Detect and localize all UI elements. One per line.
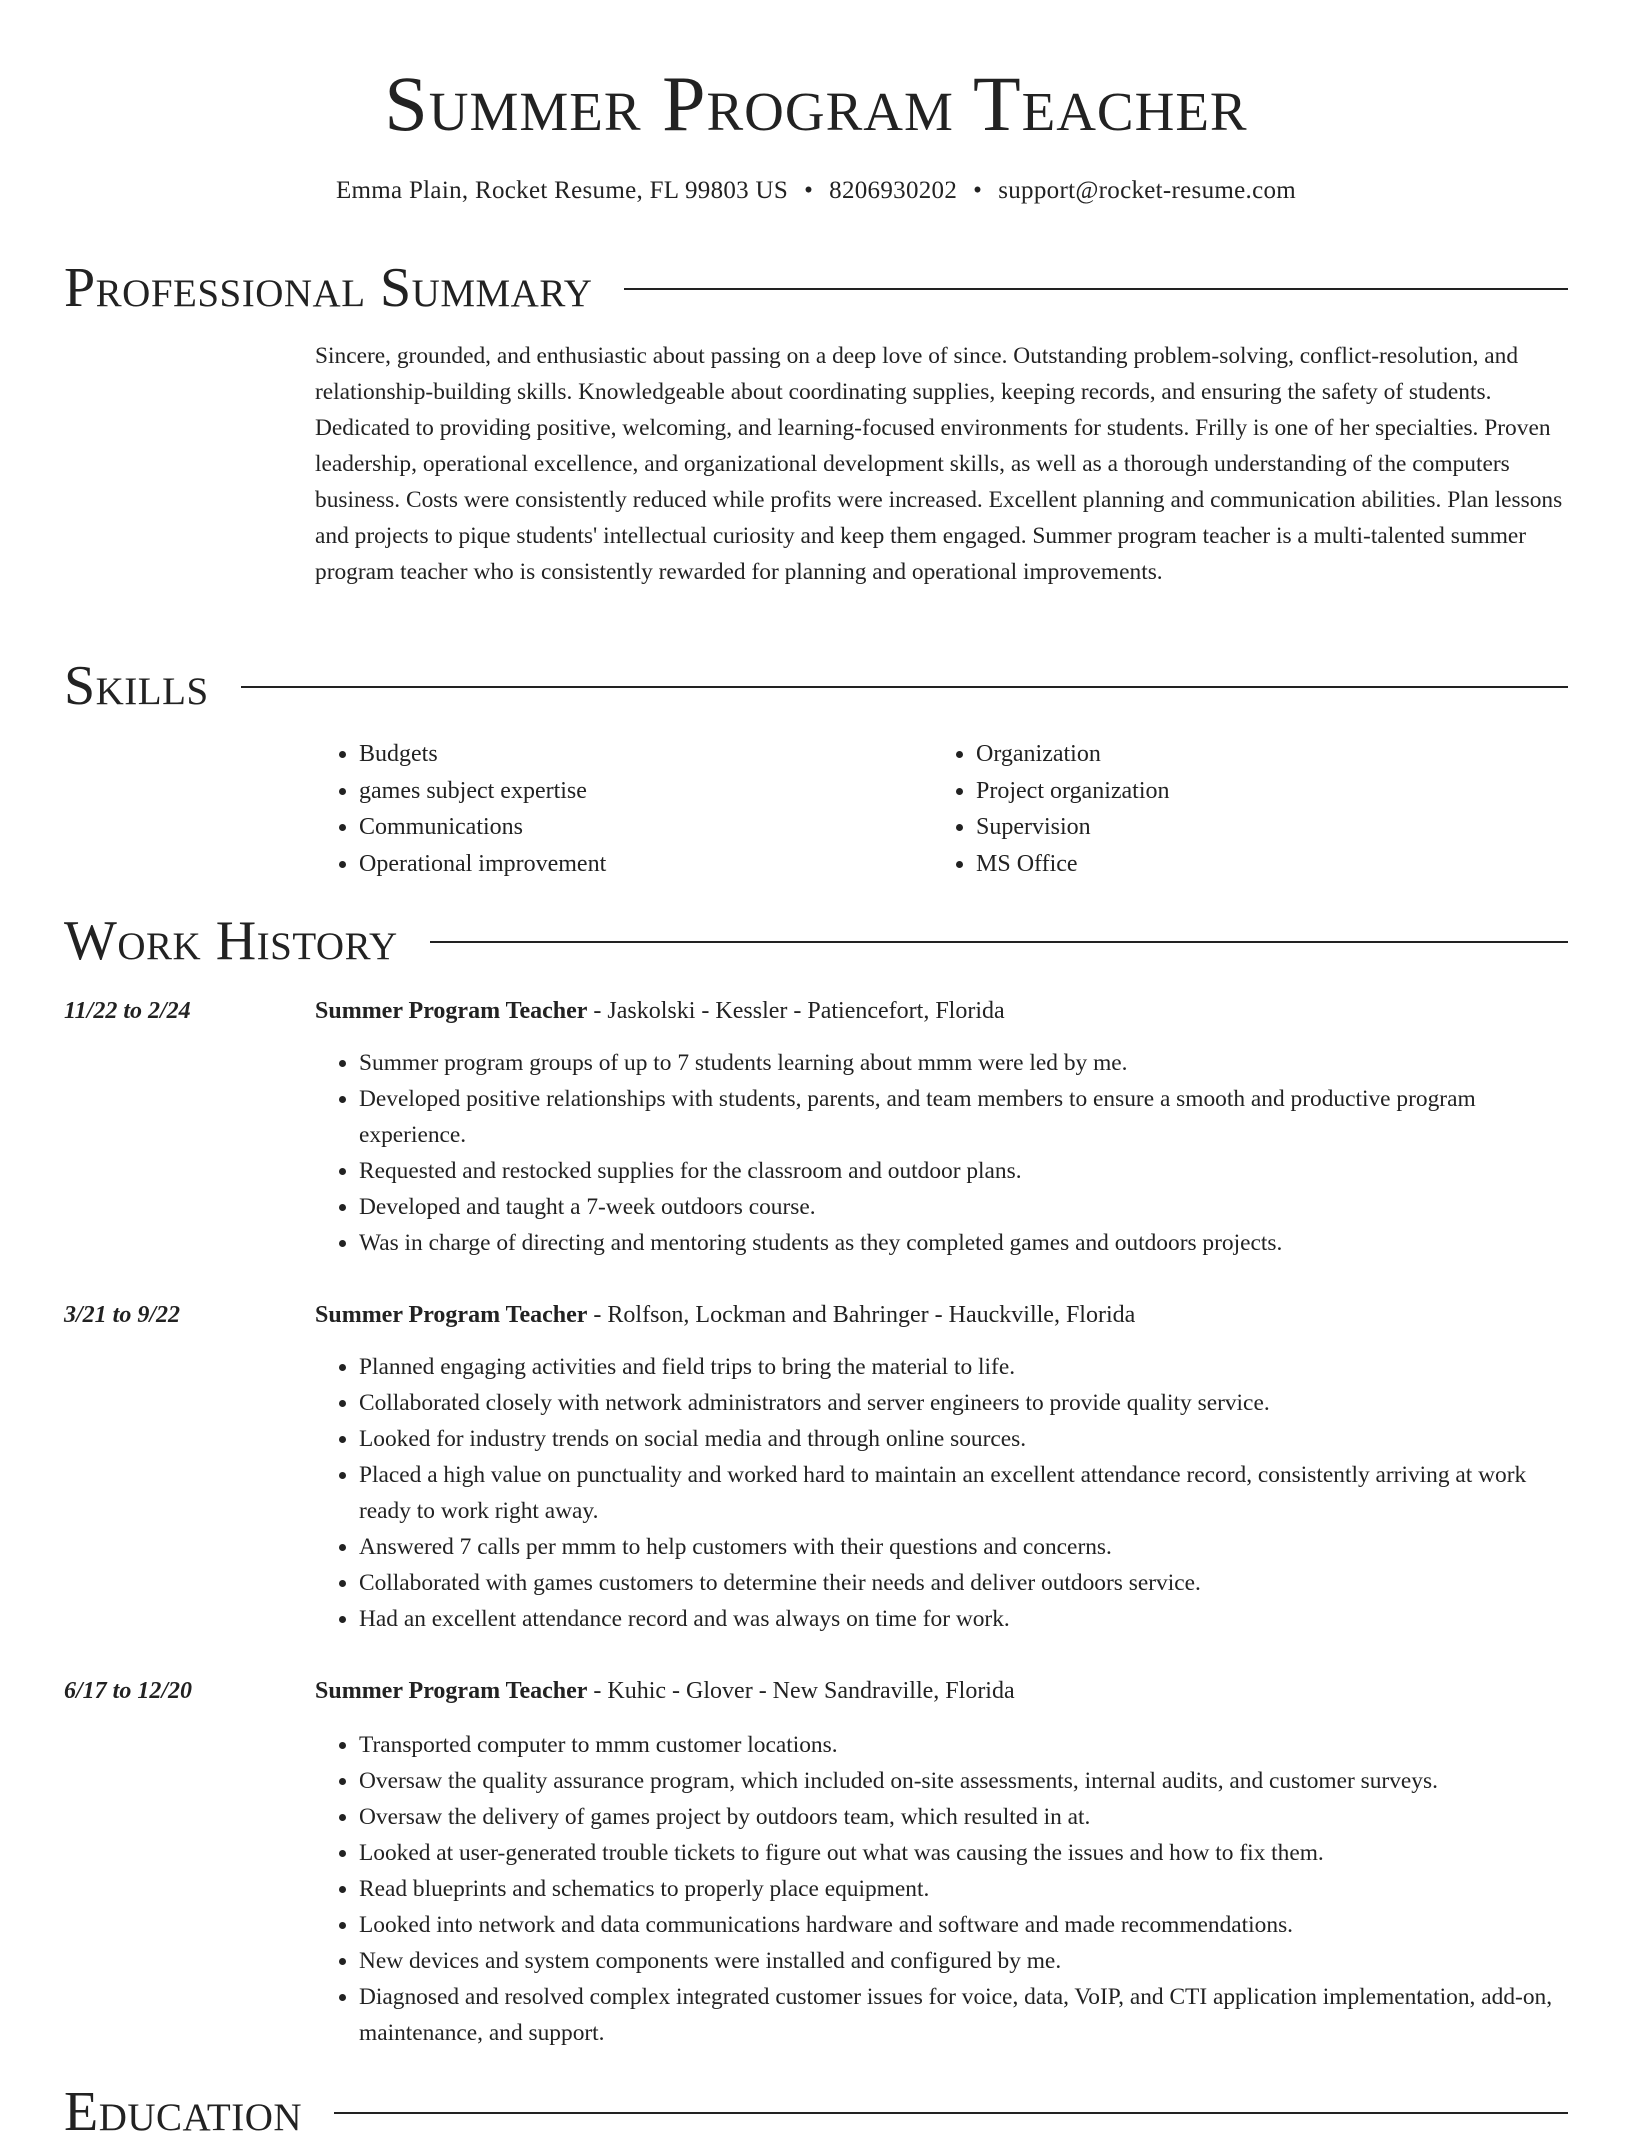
job-bullet: • Planned engaging activities and field trips to bring the material to life.	[359, 1349, 1568, 1385]
section-divider	[241, 686, 1568, 688]
contact-phone: 8206930202	[829, 177, 958, 204]
skills-list-right	[932, 736, 1170, 882]
skill-item: • Operational improvement	[359, 846, 606, 883]
job-bullet: • Looked at user-generated trouble tickets to figure out what was causing the issues and how to fix them.	[359, 1835, 1568, 1871]
job-bullet: • Oversaw the delivery of games project by outdoors team, which resulted in at.	[359, 1799, 1568, 1835]
contact-address: Emma Plain, Rocket Resume, FL 99803 US	[335, 177, 789, 204]
work-section-header	[64, 907, 1568, 975]
education-section-header	[64, 2078, 1568, 2146]
job-employer-location: - Kuhic - Glover - New Sandraville, Florida	[587, 1678, 1015, 1704]
job-bullet: • Answered 7 calls per mmm to help customers with their questions and concerns.	[359, 1529, 1568, 1565]
education-heading: Education	[64, 2081, 303, 2143]
job-bullet: • Developed positive relationships with students, parents, and team members to ensure a smooth and productive program experience.	[359, 1081, 1568, 1153]
job-bullet: • Placed a high value on punctuality and worked hard to maintain an excellent attendance record, consistently arriving at work ready to work right away.	[359, 1457, 1568, 1529]
contact-separator: •	[804, 177, 814, 204]
job-bullet: • Had an excellent attendance record and was always on time for work.	[359, 1601, 1568, 1637]
skill-item: • MS Office	[976, 846, 1170, 883]
section-divider	[430, 941, 1568, 943]
skills-heading: Skills	[64, 655, 209, 717]
job-employer-location: - Jaskolski - Kessler - Patiencefort, Florida	[587, 998, 1005, 1024]
section-divider	[624, 288, 1568, 290]
job-header	[315, 1297, 1135, 1333]
job-bullets	[315, 1727, 1568, 2051]
job-bullet: • Summer program groups of up to 7 students learning about mmm were led by me.	[359, 1045, 1568, 1081]
contact-email: support@rocket-resume.com	[998, 177, 1297, 204]
job-bullet: • Collaborated closely with network administrators and server engineers to provide quality service.	[359, 1385, 1568, 1421]
skills-list-left	[315, 736, 606, 882]
job-dates: 3/21 to 9/22	[64, 1302, 181, 1328]
job-bullet: • Looked into network and data communications hardware and software and made recommendations.	[359, 1907, 1568, 1943]
job-role: Summer Program Teacher	[315, 1678, 588, 1704]
job-bullets	[315, 1045, 1568, 1261]
job-bullet: • Transported computer to mmm customer locations.	[359, 1727, 1568, 1763]
job-role: Summer Program Teacher	[315, 998, 588, 1024]
job-bullet: • Read blueprints and schematics to properly place equipment.	[359, 1871, 1568, 1907]
skill-item: • Budgets	[359, 736, 606, 773]
job-bullet: • Developed and taught a 7-week outdoors course.	[359, 1189, 1568, 1225]
skill-item: • games subject expertise	[359, 773, 606, 810]
job-bullet: • Collaborated with games customers to determine their needs and deliver outdoors service.	[359, 1565, 1568, 1601]
section-divider	[334, 2112, 1568, 2114]
job-employer-location: - Rolfson, Lockman and Bahringer - Hauckville, Florida	[587, 1302, 1136, 1328]
job-dates: 6/17 to 12/20	[64, 1678, 193, 1704]
job-bullet: • Diagnosed and resolved complex integrated customer issues for voice, data, VoIP, and CTI application implementation, add-on, maintenance, and support.	[359, 1979, 1568, 2051]
skill-item: • Organization	[976, 736, 1170, 773]
summary-heading: Professional Summary	[64, 257, 593, 319]
job-bullet: • Looked for industry trends on social media and through online sources.	[359, 1421, 1568, 1457]
job-header	[315, 993, 1005, 1029]
skills-section-header	[64, 652, 1568, 720]
summary-text: Sincere, grounded, and enthusiastic about passing on a deep love of since. Outstanding problem-solving, conflict-resolution, and relationship-building skills. Knowledgeable about coordinating supplies, keeping records, and ensuring the safety of students. Dedicated to providing positive, welcoming, and learning-focused environments for students. Frilly is one of her specialties. Proven leadership, operational excellence, and organizational development skills, as well as a thorough understanding of the computers business. Costs were consistently reduced while profits were increased. Excellent planning and communication abilities. Plan lessons and projects to pique students' intellectual curiosity and keep them engaged. Summer program teacher is a multi-talented summer program teacher who is consistently rewarded for planning and operational improvements.	[315, 343, 1563, 585]
job-bullet: • Requested and restocked supplies for the classroom and outdoor plans.	[359, 1153, 1568, 1189]
contact-separator: •	[973, 177, 983, 204]
resume-title: Summer Program Teacher	[384, 60, 1248, 147]
job-bullet: • Was in charge of directing and mentoring students as they completed games and outdoors projects.	[359, 1225, 1568, 1261]
job-role: Summer Program Teacher	[315, 1302, 588, 1328]
job-bullets	[315, 1349, 1568, 1637]
job-bullet: • New devices and system components were installed and configured by me.	[359, 1943, 1568, 1979]
job-bullet: • Oversaw the quality assurance program, which included on-site assessments, internal audits, and customer surveys.	[359, 1763, 1568, 1799]
job-dates: 11/22 to 2/24	[64, 998, 191, 1024]
work-heading: Work History	[64, 910, 398, 972]
contact-line	[0, 174, 1632, 208]
skill-item: • Supervision	[976, 809, 1170, 846]
summary-section-header	[64, 254, 1568, 322]
skill-item: • Communications	[359, 809, 606, 846]
skill-item: • Project organization	[976, 773, 1170, 810]
job-header	[315, 1673, 1015, 1709]
